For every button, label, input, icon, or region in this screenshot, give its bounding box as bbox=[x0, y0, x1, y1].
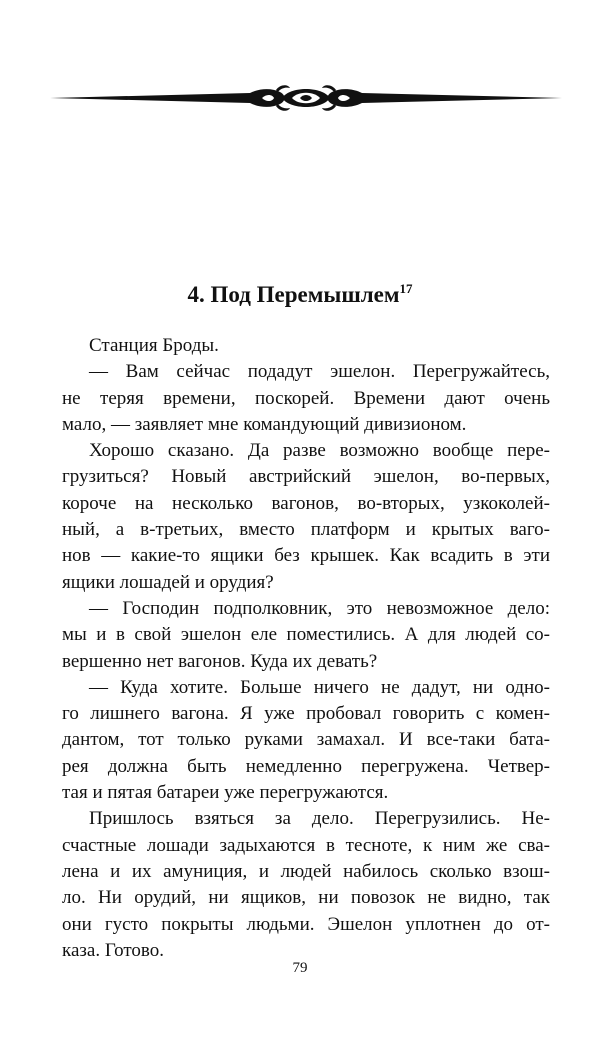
text-line: мало, — заявляет мне командующий дивизионом. bbox=[62, 413, 467, 435]
text-line: рея должна быть немедленно перегружена. Четвер- bbox=[62, 755, 550, 777]
decorative-ornament-divider bbox=[50, 80, 562, 116]
chapter-title bbox=[0, 280, 600, 310]
footnote-reference[interactable]: 17 bbox=[399, 281, 413, 296]
text-line: Хорошо сказано. Да разве возможно вообще пере- bbox=[89, 440, 550, 462]
text-line: го лишнего вагона. Я уже пробовал говорить с комен- bbox=[62, 703, 550, 725]
text-line: грузиться? Новый австрийский эшелон, во-первых, bbox=[62, 466, 550, 488]
text-line: короче на несколько вагонов, во-вторых, узкоколей- bbox=[62, 492, 550, 514]
text-line: Станция Броды. bbox=[89, 335, 219, 356]
body-text bbox=[62, 333, 550, 964]
text-line: тая и пятая батареи уже перегружаются. bbox=[62, 782, 389, 804]
text-line: дантом, тот только руками замахал. И все-таки бата- bbox=[62, 729, 550, 751]
text-line: Пришлось взяться за дело. Перегрузились. Не- bbox=[89, 808, 550, 830]
text-line: ный, а в-третьих, вместо платформ и крытых ваго- bbox=[62, 519, 550, 541]
text-line: нов — какие-то ящики без крышек. Как всадить в эти bbox=[62, 545, 550, 567]
text-line: счастные лошади задыхаются в тесноте, к ним же сва- bbox=[62, 834, 550, 856]
page-number: 79 bbox=[292, 960, 308, 976]
text-line: мы и в свой эшелон еле поместились. А для людей со- bbox=[62, 624, 550, 646]
text-line: вершенно нет вагонов. Куда их девать? bbox=[62, 650, 378, 672]
chapter-title-text: 4. Под Перемышлем bbox=[187, 282, 400, 307]
text-line: не теряя времени, поскорей. Времени дают очень bbox=[62, 387, 550, 409]
text-line: лена и их амуниция, и людей набилось сколько взош- bbox=[62, 860, 550, 882]
text-line: каза. Готово. bbox=[62, 939, 165, 961]
text-line: ло. Ни орудий, ни ящиков, ни повозок не видно, так bbox=[62, 887, 550, 909]
text-line: они густо покрыты людьми. Эшелон уплотнен до от- bbox=[62, 913, 550, 935]
text-line: — Господин подполковник, это невозможное дело: bbox=[89, 597, 550, 619]
text-line: — Вам сейчас подадут эшелон. Перегружайтесь, bbox=[89, 361, 550, 383]
text-line: ящики лошадей и орудия? bbox=[62, 571, 274, 593]
text-line: — Куда хотите. Больше ничего не дадут, ни одно- bbox=[89, 676, 550, 698]
